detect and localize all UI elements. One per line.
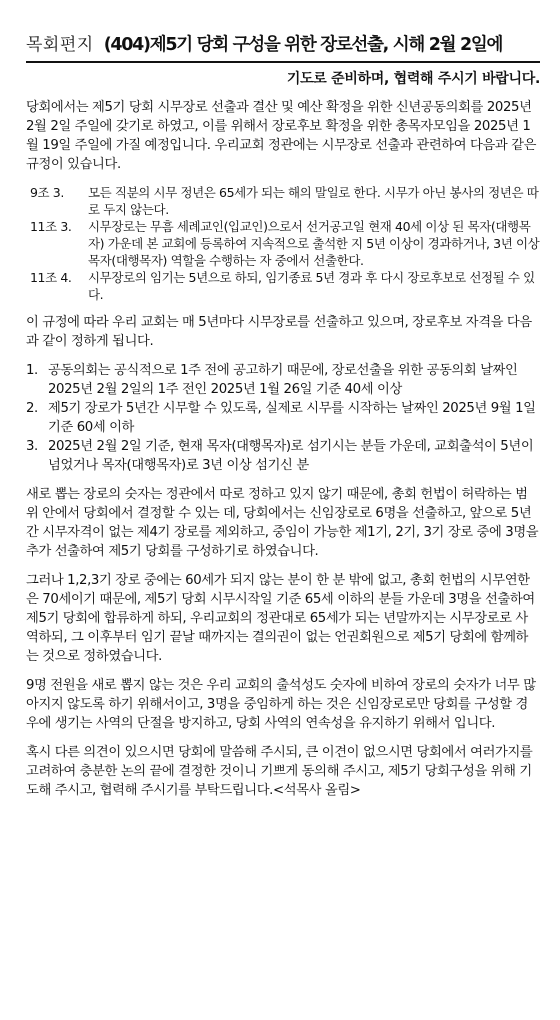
criteria-text: 제5기 장로가 5년간 시무할 수 있도록, 실제로 시무를 시작하는 날짜인 2025년 9월 1일 기준 60세 이하 — [48, 401, 536, 435]
criteria-item — [26, 437, 540, 475]
criteria-item — [26, 361, 540, 399]
rule-number: 9조 3. — [30, 185, 64, 200]
letter-subtitle: 기도로 준비하며, 협력해 주시기 바랍니다. — [286, 71, 540, 87]
intro-paragraph: 당회에서는 제5기 당회 시무장로 선출과 결산 및 예산 확정을 위한 신년공동의회를 2025년 2월 2일 주일에 갖기로 하였고, 이를 위해서 장로후보 확정을 위한 총목자모임을 2025년 1월 19일 주일에 가질 예정입니다. 우리교회 정관에는 시무장로 선출과 관련하여 다음과 같은 규정이 있습니다. — [26, 100, 537, 172]
criteria-text: 공동의회는 공식적으로 1주 전에 공고하기 때문에, 장로선출을 위한 공동의회 날짜인 2025년 2월 2일의 1주 전인 2025년 1월 26일 기준 40세 이상 — [48, 363, 518, 397]
paragraph-rationale: 9명 전원을 새로 뽑지 않는 것은 우리 교회의 출석성도 숫자에 비하여 장로의 숫자가 너무 많아지지 않도록 하기 위해서이고, 3명을 중임하게 하는 것은 신임장로로만 당회를 구성할 경우에 생기는 사역의 단절을 방지하고, 당회 사역의 연속성을 유지하기 위해서 입니다. — [26, 678, 536, 731]
criteria-item — [26, 399, 540, 437]
paragraph-term-limit: 그러나 1,2,3기 장로 중에는 60세가 되지 않는 분이 한 분 밖에 없고, 총회 헌법의 시무연한은 70세이기 때문에, 제5기 당회 시무시작일 기준 65세 이하의 분들 가운데 3명을 선출하여 제5기 당회에 합류하게 하되, 우리교회의 정관대로 65세가 되는 년말까지는 시무장로로 사역하되, 그 이후부터 임기 끝날 때까지는 결의권이 없는 언권회원으로 제5기 당회에 함께하는 것으로 정하였습니다. — [26, 573, 535, 664]
rule-text: 시무장로의 임기는 5년으로 하되, 임기종료 5년 경과 후 다시 장로후보로 선정될 수 있다. — [88, 270, 535, 302]
letter-header — [26, 30, 540, 63]
paragraph-closing: 혹시 다른 의견이 있으시면 당회에 말씀해 주시되, 큰 이견이 없으시면 당회에서 여러가지를 고려하여 충분한 논의 끝에 결정한 것이니 기쁘게 동의해 주시고, 제5기 당회구성을 위해 기도해 주시고, 협력해 주시기를 부탁드립니다.<석목사 올림> — [26, 745, 533, 798]
rule-item — [30, 184, 540, 218]
rules-list — [26, 184, 540, 303]
paragraph-elder-count: 새로 뽑는 장로의 숫자는 정관에서 따로 정하고 있지 않기 때문에, 총회 헌법이 허락하는 범위 안에서 당회에서 결정할 수 있는 데, 당회에서는 신임장로로 6명을 선출하고, 앞으로 5년간 시무자격이 없는 제4기 장로를 제외하고, 중임이 가능한 제1기, 2기, 3기 장로 중에 3명을 추가 선출하여 제5기 당회를 구성하기로 하였습니다. — [26, 487, 539, 559]
rule-item — [30, 218, 540, 269]
rule-text: 모든 직분의 시무 정년은 65세가 되는 해의 말일로 한다. 시무가 아닌 봉사의 정년은 따로 두지 않는다. — [88, 185, 539, 217]
rule-number: 11조 3. — [30, 219, 72, 234]
criteria-number: 1. — [26, 363, 38, 378]
paragraph-criteria-intro: 이 규정에 따라 우리 교회는 매 5년마다 시무장로를 선출하고 있으며, 장로후보 자격을 다음과 같이 정하게 됩니다. — [26, 315, 532, 349]
rule-number: 11조 4. — [30, 270, 72, 285]
criteria-number: 2. — [26, 401, 38, 416]
section-label: 목회편지 — [26, 35, 94, 55]
criteria-text: 2025년 2월 2일 기준, 현재 목자(대행목자)로 섬기시는 분들 가운데, 교회출석이 5년이 넘었거나 목자(대행목자)로 3년 이상 섬기신 분 — [48, 439, 534, 473]
letter-title: (404)제5기 당회 구성을 위한 장로선출, 시해 2월 2일에 — [103, 35, 503, 55]
rule-text: 시무장로는 무흠 세례교인(입교인)으로서 선거공고일 현재 40세 이상 된 목자(대행목자) 가운데 본 교회에 등록하여 지속적으로 출석한 지 5년 이상이 경과하거나, 3년 이상 목자(대행목자) 역할을 수행하는 자 중에서 선출한다. — [88, 219, 540, 268]
rule-item — [30, 269, 540, 303]
criteria-number: 3. — [26, 439, 38, 454]
criteria-list — [26, 361, 540, 475]
